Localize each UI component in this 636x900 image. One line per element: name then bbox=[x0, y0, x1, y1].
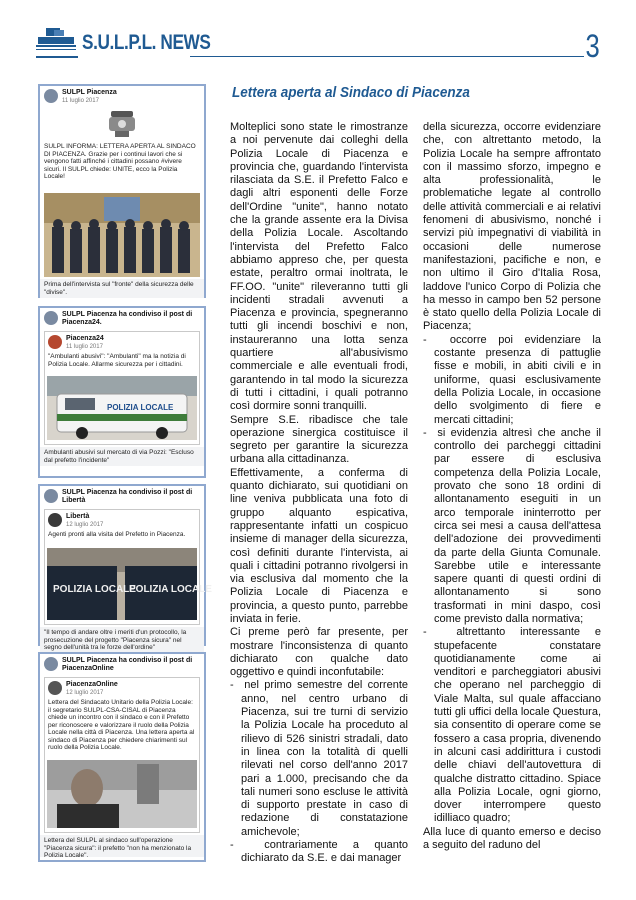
avatar bbox=[44, 311, 58, 325]
vest-label-left: POLIZIA LOCALE bbox=[53, 584, 136, 595]
header-rule-left bbox=[36, 56, 78, 58]
list-item: - nel primo semestre del corrente anno, nel centro urbano di Piacenza, sui tre turni di servizio la Polizia Locale ha proceduto al rilievo di 526 sinistri stradali, dato in linea con la totalità di quelli rilevati nel corso dell'anno 2017 pari a 1.000, precisando che da tali numeri sono escluse le attività di supporto prestate in caso di redazione di constatazione amichevole; bbox=[230, 679, 408, 838]
police-van-photo bbox=[47, 376, 197, 440]
newsletter-brand: S.U.L.P.L. NEWS bbox=[82, 31, 211, 54]
card-account: SULPL Piacenza bbox=[62, 89, 117, 96]
sulpl-emblem-image bbox=[44, 109, 200, 139]
card-account: SULPL Piacenza ha condiviso il post di Libertà bbox=[62, 489, 193, 504]
shared-post bbox=[44, 331, 200, 445]
article-column-2 bbox=[423, 121, 601, 852]
list-item: - occorre poi evidenziare la costante presenza di pattuglie fisse e mobili, in abiti civili e in uniforme, quasi esclusivamente della Polizia Locale, in occasione dello svolgimento di fiere e mercati cittadini; bbox=[423, 333, 601, 426]
list-item: - altrettanto interessante e stupefacente constatare quotidianamente come ai venditori e parcheggiatori abusivi che operano nel parcheggio di Viale Malta, sul quale affacciano tutti gli uffici della locale Questura, sia consentito di operare come se fossero a casa propria, divenendo in alcuni casi addirittura i custodi delle chiavi dell'autovettura di qualche distratto cittadino. Spiace alla Polizia Locale, ogni giorno, dover interrompere questo idilliaco quadro; bbox=[423, 626, 602, 825]
paragraph: Molteplici sono state le rimostranze a noi pervenute dai colleghi della Polizia Locale di Piacenza e provincia che, guardando l'intervista rilasciata da S.E. il Prefetto Falco e dagli altri esponenti delle Forze dell'Ordine "unite", hanno notato che la grande assente era la Divisa della Polizia Locale. Ascoltando l'intervista del Prefetto Falco abbiamo appreso che, per questa estate, peraltro ormai inoltrata, le FF.OO. "unite" rileveranno tutti gli incidenti stradali avvenuti a Piacenza e provincia, spegneranno tutti gli incendi boschivi e non, instaureranno una lotta senza quartiere all'abusivismo commerciale e alle eventuali frodi, garantendo in tal modo la sicurezza di tutti i cittadini, i quali potranno così dormire sonni tranquilli. bbox=[230, 121, 408, 413]
share-text: Agenti pronti alla visita del Prefetto in Piacenza. bbox=[48, 531, 186, 538]
shared-post bbox=[44, 509, 212, 625]
avatar bbox=[44, 89, 58, 103]
header-rule bbox=[190, 56, 584, 57]
share-text: Lettera del Sindacato Unitario della Polizia Locale: il segretario SULPL-CSA-CISAL di Piacenza chiede un incontro con il sindaco e con il Prefetto per riconoscere e valorizzare il ruolo della Polizia Locale nella città di Piacenza. Una lettera aperta al sindaco di Piacenza per chiedere chiarimenti sul ruolo della Polizia Locale. bbox=[48, 699, 195, 751]
list-item: - si evidenzia altresì che anche il controllo dei parcheggi cittadini par essere di esclusiva competenza della Polizia Locale, provato che sono 18 ordini di allontanamento eseguiti in un arco temporale ininterrotto per circa sei mesi a causa dell'attesa dell'adozione dei provvedimenti da parte della Giunta Comunale. Sarebbe utile e interessante sapere quanti di questi ordini di allontanamento si sono trasformati in mini daspo, così come previsto dalla normativa; bbox=[423, 426, 601, 625]
article-column-1 bbox=[230, 121, 408, 866]
avatar bbox=[48, 681, 62, 695]
article-title: Lettera aperta al Sindaco di Piacenza bbox=[232, 84, 470, 101]
avatar bbox=[44, 489, 58, 503]
sulpl-logo-icon bbox=[36, 26, 76, 56]
paragraph: Alla luce di quanto emerso e deciso a seguito del raduno del bbox=[423, 825, 601, 852]
paragraph: Ci preme però far presente, per mostrare l'inconsistenza di quanto dichiarato con qualche dato oggettivo e quindi inconfutabile: bbox=[230, 626, 408, 679]
police-officers-photo bbox=[47, 548, 212, 620]
avatar bbox=[44, 657, 58, 671]
card-caption: "Il tempo di andare oltre i meriti d'un protocollo, la prosecuzione del progetto "Piacenza sicura" nel segno dell'unità tra le forze dell'ordine" bbox=[40, 627, 204, 653]
share-source: Libertà bbox=[66, 513, 90, 520]
paragraph: Effettivamente, a conferma di quanto dichiarato, sui quotidiani on line veniva pubblicata una foto di gruppo alquanto espicativa, rappresentante infatti un cospicuo insieme di manager della sicurezza, così definiti durante l'intervista, ai quali i cittadini potranno rivolgersi in via esclusiva dal momento che la Polizia Locale di Piacenza e provincia, a questo punto, parrebbe inviata in ferie. bbox=[230, 466, 408, 625]
list-item: - contrariamente a quanto dichiarato da S.E. e dai manager bbox=[230, 839, 408, 865]
avatar bbox=[48, 513, 62, 527]
share-source: Piacenza24 bbox=[66, 335, 104, 342]
card-account: SULPL Piacenza ha condiviso il post di Piacenza24. bbox=[62, 311, 193, 326]
vest-label-right: POLIZIA LOCALE bbox=[129, 584, 212, 595]
tweet-card-1 bbox=[38, 84, 206, 298]
card-header bbox=[40, 486, 204, 507]
card-caption: Ambulanti abusivi sul mercato di via Pozzi: "Escluso dal prefetto l'incidente" bbox=[40, 447, 204, 466]
portrait-photo bbox=[47, 760, 197, 828]
card-account: SULPL Piacenza ha condiviso il post di PiacenzaOnline bbox=[62, 657, 193, 672]
page-header bbox=[0, 0, 636, 70]
share-date: 12 luglio 2017 bbox=[66, 522, 104, 528]
card-caption: Lettera del SULPL al sindaco sull'operazione "Piacenza sicura": il prefetto "non ha menzionato la Polizia Locale". bbox=[40, 835, 204, 857]
shared-post bbox=[44, 677, 200, 833]
paragraph: della sicurezza, occorre evidenziare che, con altrettanto metodo, la Polizia Locale ha sempre affrontato con il massimo sforzo, impegno e alta professionalità, le problematiche legate al controllo delle attività commerciali e ai relativi fenomeni di abusivismo, nonché i servizi più impegnativi di viabilità in occasioni delle numerose manifestazioni, pacifiche e non, e non ultimo il Giro d'Italia Rosa, laddove l'unico Corpo di Polizia che ha messo in campo ben 52 persone è stato quello della Polizia Locale di Piacenza; bbox=[423, 121, 601, 333]
card-date: 11 luglio 2017 bbox=[62, 98, 99, 104]
page-number: 3 bbox=[585, 28, 600, 64]
card-header bbox=[40, 654, 204, 675]
card-text: SULPL INFORMA: LETTERA APERTA AL SINDACO DI PIACENZA. Grazie per i continui lavori che si vengono fatti affinché i cittadini possano #vivere sicuri. Il SULPL chiede: UNITE, ecco la Polizia Locale! bbox=[44, 143, 196, 180]
tweet-card-3 bbox=[38, 484, 212, 651]
share-text: "Ambulanti abusivi": "Ambulanti" ma la notizia di Polizia Locale. Allarme sicurezza per i cittadini. bbox=[48, 353, 186, 368]
tweet-card-4 bbox=[38, 652, 206, 862]
card-header bbox=[40, 86, 204, 107]
van-label: POLIZIA LOCALE bbox=[107, 403, 174, 412]
share-date: 11 luglio 2017 bbox=[66, 344, 103, 350]
tweet-card-2 bbox=[38, 306, 206, 478]
avatar bbox=[48, 335, 62, 349]
group-photo bbox=[44, 193, 200, 277]
share-date: 12 luglio 2017 bbox=[66, 690, 104, 696]
card-caption: Prima dell'intervista sul "fronte" della sicurezza delle "divise". bbox=[40, 279, 204, 298]
share-source: PiacenzaOnline bbox=[66, 681, 118, 688]
paragraph: Sempre S.E. ribadisce che tale operazione sinergica costituisce il segreto per garantire la sicurezza urbana alla cittadinanza. bbox=[230, 413, 408, 466]
card-header bbox=[40, 308, 204, 329]
